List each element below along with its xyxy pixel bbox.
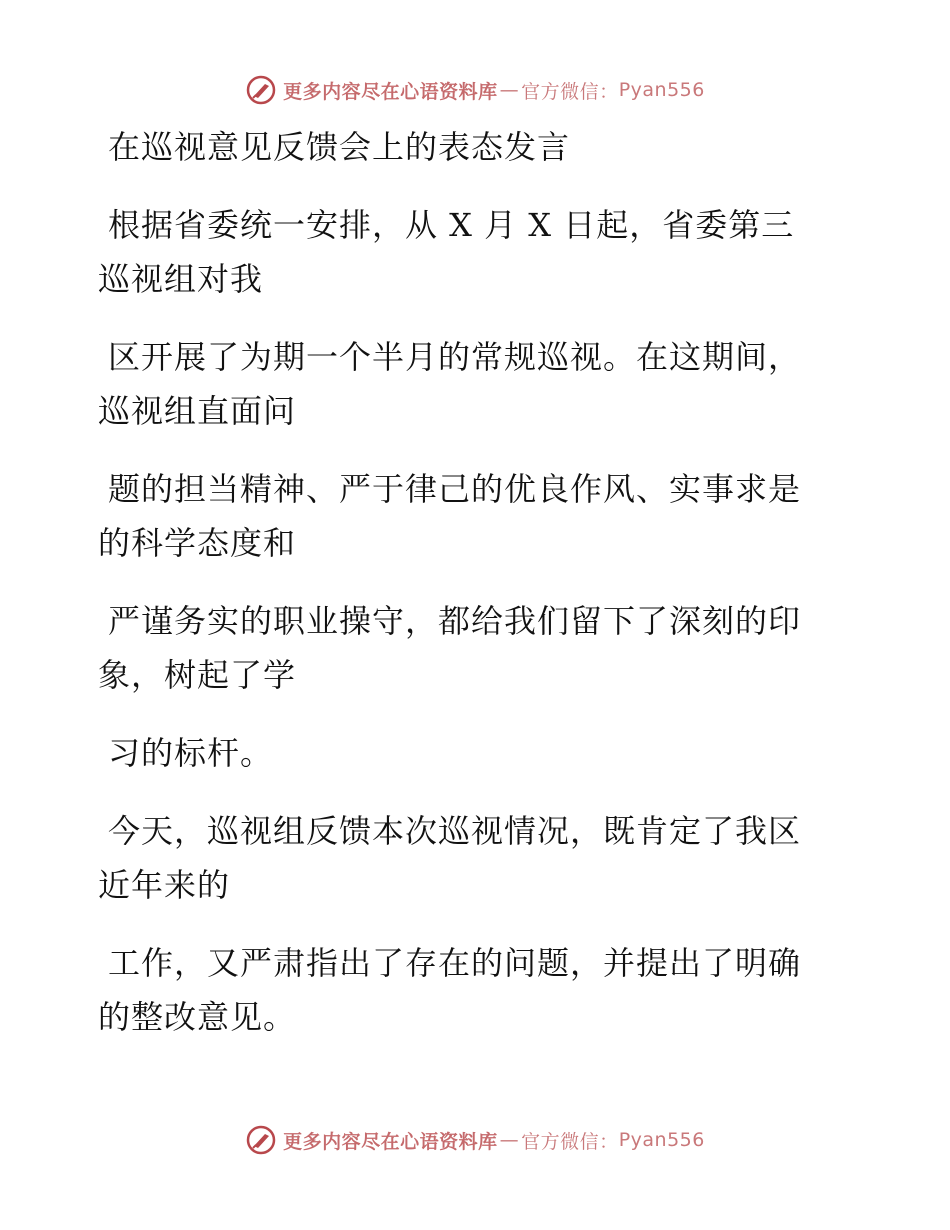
pen-nib-seal-icon bbox=[245, 1124, 277, 1156]
text-line: 习的标杆。 bbox=[108, 734, 274, 772]
watermark-dash: — bbox=[499, 79, 520, 101]
text-line: 的整改意见。 bbox=[98, 998, 297, 1036]
pen-nib-seal-icon bbox=[245, 74, 277, 106]
text-line: 今天，巡视组反馈本次巡视情况，既肯定了我区 bbox=[108, 812, 802, 850]
paragraph-gap bbox=[98, 570, 838, 594]
paragraph-gap bbox=[98, 780, 838, 804]
paragraph-gap bbox=[98, 912, 838, 936]
header-watermark bbox=[0, 70, 950, 110]
paragraph-gap bbox=[98, 438, 838, 462]
text-line: 象，树起了学 bbox=[98, 656, 297, 694]
paragraph-gap bbox=[98, 702, 838, 726]
text-line: 题的担当精神、严于律己的优良作风、实事求是 bbox=[108, 470, 802, 508]
text-line: 区开展了为期一个半月的常规巡视。在这期间， bbox=[108, 338, 802, 376]
document-title: 在巡视意见反馈会上的表态发言 bbox=[108, 128, 571, 166]
watermark-wechat-id: Pyan556 bbox=[618, 79, 705, 101]
watermark-wechat-label: 官方微信： bbox=[521, 80, 619, 103]
watermark-wechat-label: 官方微信： bbox=[521, 1130, 619, 1153]
text-line: 巡视组对我 bbox=[98, 260, 264, 298]
watermark-text: 更多内容尽在心语资料库 bbox=[283, 80, 498, 103]
text-line: 近年来的 bbox=[98, 866, 231, 904]
footer-watermark bbox=[0, 1120, 950, 1160]
text-line: 严谨务实的职业操守，都给我们留下了深刻的印 bbox=[108, 602, 802, 640]
text-line: 的科学态度和 bbox=[98, 524, 297, 562]
text-line: 工作，又严肃指出了存在的问题，并提出了明确 bbox=[108, 944, 802, 982]
document-body bbox=[98, 120, 838, 1044]
watermark-dash: — bbox=[499, 1129, 520, 1151]
watermark-text: 更多内容尽在心语资料库 bbox=[283, 1130, 498, 1153]
text-line: 巡视组直面问 bbox=[98, 392, 297, 430]
paragraph-gap bbox=[98, 306, 838, 330]
text-line: 根据省委统一安排，从 X 月 X 日起，省委第三 bbox=[108, 206, 795, 244]
watermark-wechat-id: Pyan556 bbox=[618, 1129, 705, 1151]
paragraph-gap bbox=[98, 174, 838, 198]
